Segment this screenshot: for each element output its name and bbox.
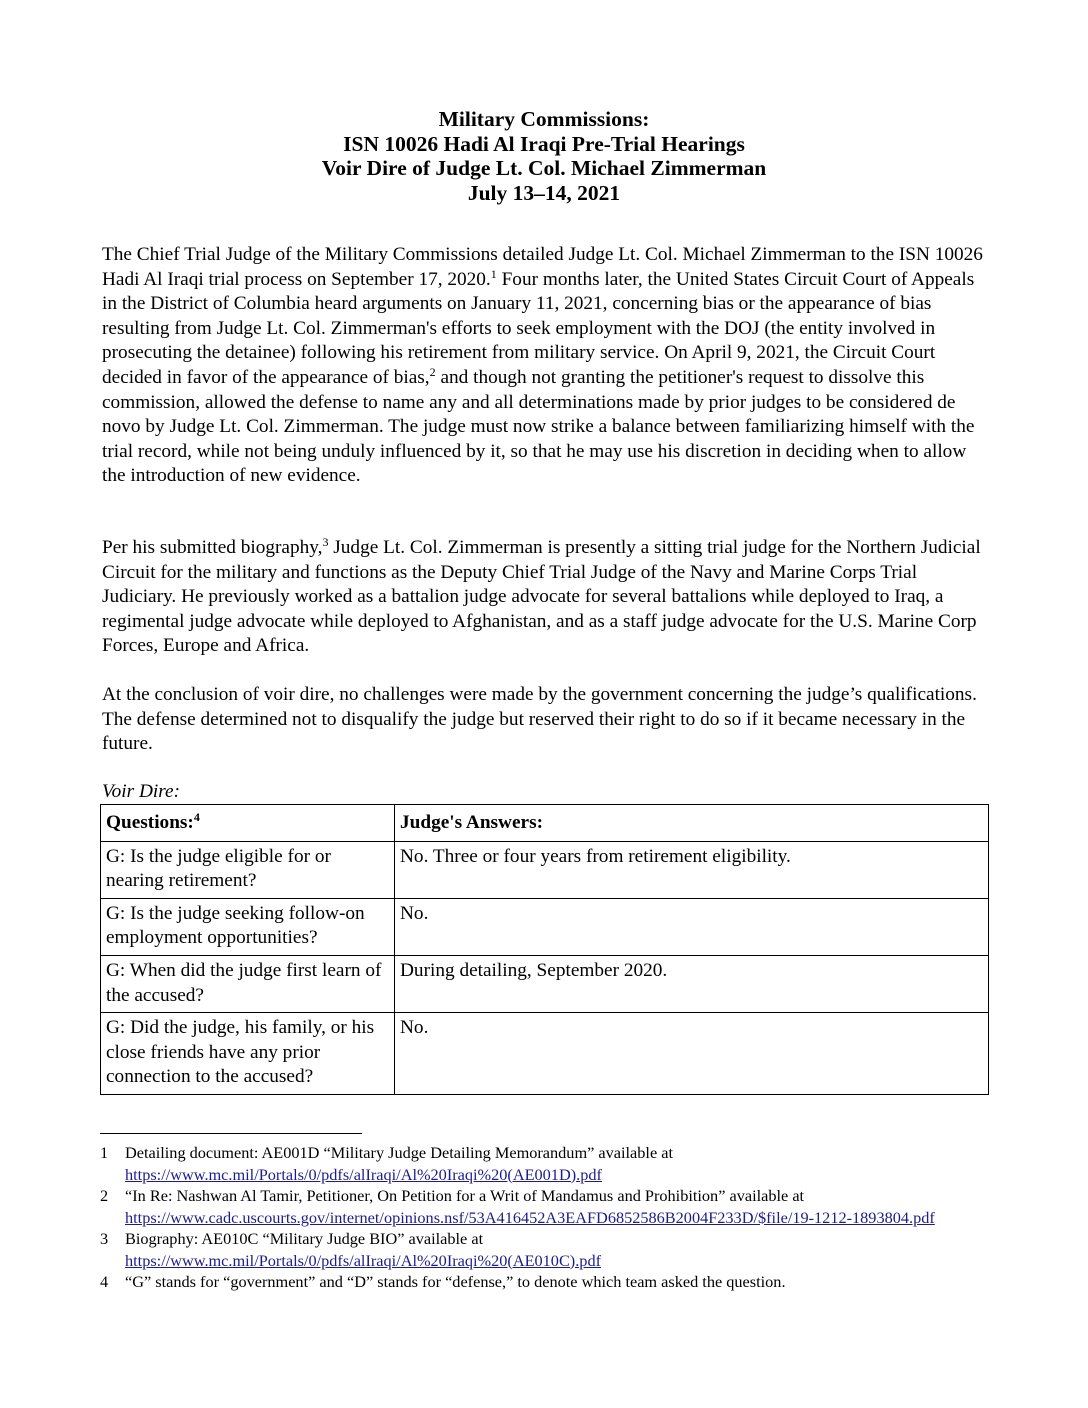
- footnote-number: 3: [100, 1229, 109, 1248]
- title-line-2: ISN 10026 Hadi Al Iraqi Pre-Trial Hearings: [343, 131, 745, 156]
- footnote-1: [100, 1142, 1000, 1185]
- table-row: [101, 955, 989, 1012]
- text: Per his submitted biography,: [102, 537, 323, 558]
- footnote-text: “G” stands for “government” and “D” stands for “defense,” to denote which team asked the question.: [125, 1272, 786, 1291]
- questions-header-label: Questions:: [106, 812, 194, 833]
- intro-paragraph: [102, 243, 992, 489]
- footnote-ref-3[interactable]: 3: [322, 535, 329, 549]
- biography-paragraph: [102, 536, 992, 659]
- answer-cell: During detailing, September 2020.: [395, 955, 989, 1012]
- question-cell: G: When did the judge first learn of the accused?: [101, 955, 395, 1012]
- footnote-ref-2[interactable]: 2: [429, 364, 436, 379]
- footnote-number: 4: [100, 1272, 109, 1291]
- footnote-link[interactable]: https://www.cadc.uscourts.gov/internet/opinions.nsf/53A416452A3EAFD6852586B2004F233D/$file/19-1212-1893804.pdf: [125, 1207, 935, 1227]
- title-line-1: Military Commissions:: [438, 107, 650, 131]
- footnote-2: [100, 1185, 1000, 1228]
- question-cell: G: Is the judge eligible for or nearing retirement?: [101, 841, 395, 898]
- footnote-text: “In Re: Nashwan Al Tamir, Petitioner, On Petition for a Writ of Mandamus and Prohibition” available at: [125, 1186, 805, 1205]
- answer-cell: No.: [395, 898, 989, 955]
- table-row: [101, 841, 989, 898]
- footnote-link[interactable]: https://www.mc.mil/Portals/0/pdfs/alIraqi/Al%20Iraqi%20(AE001D).pdf: [125, 1164, 602, 1184]
- table-row: [101, 898, 989, 955]
- text: and though not granting the petitioner's request to dissolve this commission, allowed the defense to name any and all determinations made by prior judges to be considered de novo by Judge Lt. Col. Zimmerman. The judge must now strike a balance between familiarizing himself with the trial record, while not being unduly influenced by it, so that he may use his discretion in deciding when to allow the introduction of new evidence.: [102, 366, 975, 487]
- footnote-separator: [100, 1133, 362, 1134]
- title-line-4: July 13–14, 2021: [467, 180, 621, 205]
- title-line-3: Voir Dire of Judge Lt. Col. Michael Zimmerman: [321, 156, 767, 180]
- question-cell: G: Did the judge, his family, or his close friends have any prior connection to the accused?: [101, 1013, 395, 1095]
- document-title: [0, 107, 1088, 205]
- footnote-link[interactable]: https://www.mc.mil/Portals/0/pdfs/alIraqi/Al%20Iraqi%20(AE010C).pdf: [125, 1250, 602, 1270]
- answer-cell: No. Three or four years from retirement eligibility.: [395, 841, 989, 898]
- footnote-ref-4[interactable]: 4: [193, 810, 200, 824]
- table-row: [101, 1013, 989, 1095]
- voir-dire-table: [100, 804, 989, 1095]
- text: Judge Lt. Col. Zimmerman is presently a sitting trial judge for the Northern Judicial Circuit for the military and functions as the Deputy Chief Trial Judge of the Navy and Marine Corps Trial Judiciary. He previously worked as a battalion judge advocate for several battalions while deployed to Iraq, a regimental judge advocate while deployed to Afghanistan, and as a staff judge advocate for the U.S. Marine Corp Forces, Europe and Africa.: [102, 537, 981, 657]
- footnote-number: 2: [100, 1186, 109, 1205]
- voir-dire-label: Voir Dire:: [102, 781, 181, 802]
- conclusion-paragraph: At the conclusion of voir dire, no challenges were made by the government concerning the judge’s qualifications. The defense determined not to disqualify the judge but reserved their right to do so if it became necessary in the future.: [102, 684, 977, 755]
- questions-header: [101, 805, 395, 842]
- question-cell: G: Is the judge seeking follow-on employment opportunities?: [101, 898, 395, 955]
- footnote-3: [100, 1228, 1000, 1271]
- answer-cell: No.: [395, 1013, 989, 1095]
- footnote-text: Detailing document: AE001D “Military Judge Detailing Memorandum” available at: [125, 1143, 673, 1162]
- text: The Chief Trial Judge of the Military Commissions detailed Judge Lt. Col. Michael Zimmerman to the ISN 10026 Hadi Al Iraqi trial process on September 17, 2020.: [102, 244, 983, 290]
- footnotes: [100, 1142, 1000, 1293]
- footnote-4: [100, 1271, 1000, 1293]
- answers-header: Judge's Answers:: [395, 805, 989, 842]
- footnote-text: Biography: AE010C “Military Judge BIO” available at: [125, 1229, 484, 1248]
- footnote-ref-1[interactable]: 1: [490, 266, 497, 281]
- table-header-row: [101, 805, 989, 842]
- text: Four months later, the United States Circuit Court of Appeals in the District of Columbia heard arguments on January 11, 2021, concerning bias or the appearance of bias resulting from Judge Lt. Col. Zimmerman's efforts to seek employment with the DOJ (the entity involved in prosecuting the detainee) following his retirement from military service. On April 9, 2021, the Circuit Court decided in favor of the appearance of bias,: [102, 268, 975, 388]
- footnote-number: 1: [100, 1143, 109, 1162]
